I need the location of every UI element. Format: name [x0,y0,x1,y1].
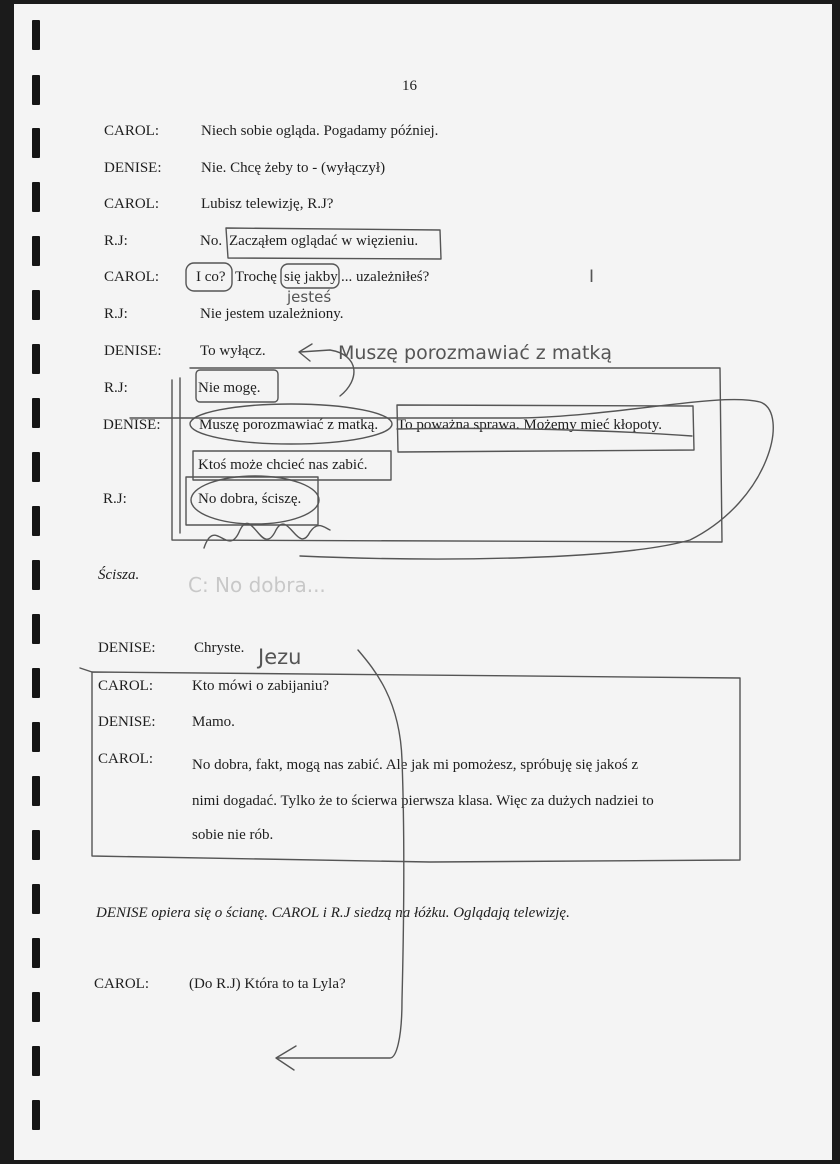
speaker-name: R.J: [103,491,127,507]
binding-hole [32,1046,40,1076]
dialogue-line: Chryste. [194,640,245,656]
speaker-name: R.J: [104,380,128,396]
dialogue-line: sobie nie rób. [192,827,274,843]
dialogue-line: ... uzależniłeś? [341,269,430,285]
binding-hole [32,20,40,50]
stage-direction: Ścisza. [98,567,140,583]
dialogue-line: Nie mogę. [198,380,261,396]
binding-hole [32,560,40,590]
dialogue-line: Zacząłem oglądać w więzieniu. [229,233,419,249]
speaker-name: CAROL: [98,751,154,767]
binding-holes [20,0,42,1164]
binding-hole [32,668,40,698]
binding-hole [32,128,40,158]
dialogue-line: Nie. Chcę żeby to - (wyłączył) [201,160,386,176]
dialogue-line: Trochę [235,269,277,285]
binding-hole [32,722,40,752]
binding-hole [32,992,40,1022]
speaker-name: DENISE: [103,417,161,433]
binding-hole [32,236,40,266]
handwritten-mark: I [589,267,595,287]
speaker-name: DENISE: [104,160,162,176]
dialogue-line: To wyłącz. [200,343,266,359]
speaker-name: CAROL: [104,196,160,212]
binding-hole [32,614,40,644]
dialogue-line: (Do R.J) Która to ta Lyla? [189,976,346,992]
handwritten-note: C: No dobra... [188,573,326,597]
binding-hole [32,182,40,212]
dialogue-line: się jakby [284,269,338,285]
dialogue-line: Lubisz telewizję, R.J? [201,196,334,212]
speaker-name: R.J: [104,306,128,322]
handwritten-note: jesteś [287,288,332,306]
speaker-name: CAROL: [94,976,150,992]
speaker-name: R.J: [104,233,128,249]
dialogue-line: To poważna sprawa. Możemy mieć kłopoty. [397,417,662,433]
binding-hole [32,830,40,860]
binding-hole [32,938,40,968]
dialogue-line: Nie jestem uzależniony. [200,306,344,322]
speaker-name: DENISE: [98,714,156,730]
binding-hole [32,1100,40,1130]
speaker-name: DENISE: [98,640,156,656]
binding-hole [32,290,40,320]
dialogue-line: Kto mówi o zabijaniu? [192,678,330,694]
binding-hole [32,344,40,374]
speaker-name: DENISE: [104,343,162,359]
speaker-name: CAROL: [98,678,154,694]
binding-hole [32,776,40,806]
dialogue-line: No dobra, fakt, mogą nas zabić. Ale jak mi pomożesz, spróbuję się jakoś z [192,757,639,773]
binding-hole [32,506,40,536]
dialogue-line: nimi dogadać. Tylko że to ścierwa pierwsza klasa. Więc za dużych nadziei to [192,793,654,809]
dialogue-line: I co? [196,269,226,285]
dialogue-line: Niech sobie ogląda. Pogadamy później. [201,123,439,139]
handwritten-note: Muszę porozmawiać z matką [338,342,613,364]
binding-hole [32,75,40,105]
handwritten-note: Jezu [258,645,302,669]
dialogue-line: No. [200,233,223,249]
binding-hole [32,452,40,482]
speaker-name: CAROL: [104,269,160,285]
stage-direction: DENISE opiera się o ścianę. CAROL i R.J siedzą na łóżku. Oglądają telewizję. [96,905,570,921]
speaker-name: CAROL: [104,123,160,139]
dialogue-line: Mamo. [192,714,235,730]
page-number: 16 [402,78,417,94]
binding-hole [32,398,40,428]
binding-hole [32,884,40,914]
dialogue-line: Ktoś może chcieć nas zabić. [198,457,368,473]
dialogue-line: Muszę porozmawiać z matką. [199,417,379,433]
dialogue-line: No dobra, ściszę. [198,491,302,507]
